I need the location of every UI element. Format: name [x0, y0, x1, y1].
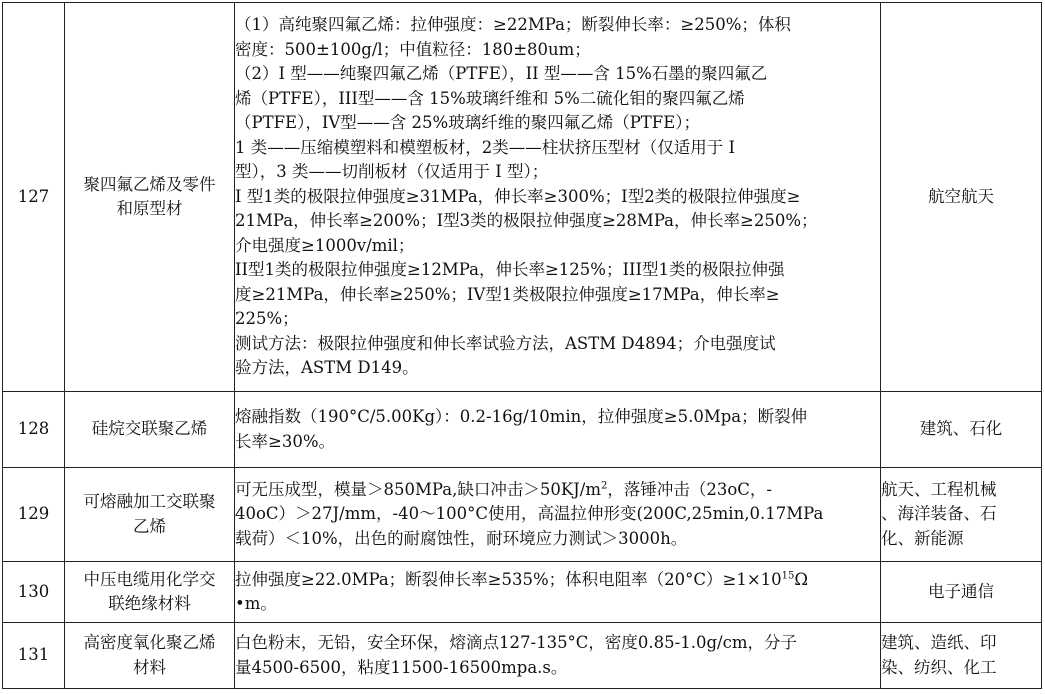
material-name: 中压电缆用化学交 联绝缘材料: [65, 562, 235, 623]
application-field: 建筑、石化: [881, 392, 1042, 468]
material-name: 聚四氟乙烯及零件 和原型材: [65, 3, 235, 392]
material-spec: 熔融指数（190°C/5.00Kg）：0.2-16g/10min，拉伸强度≥5.0Mpa；断裂伸 长率≥30%。: [235, 392, 881, 468]
application-field: 航天、工程机械 、海洋装备、石 化、新能源: [881, 468, 1042, 562]
table-row: [3, 468, 1042, 562]
row-number: 129: [3, 468, 65, 562]
material-name: 高密度氧化聚乙烯 材料: [65, 623, 235, 689]
application-field: 建筑、造纸、印 染、纺织、化工: [881, 623, 1042, 689]
material-spec: （1）高纯聚四氟乙烯：拉伸强度：≥22MPa；断裂伸长率：≥250%；体积 密度：500±100g/l；中值粒径：180±80um； （2）I 型——纯聚四氟乙烯（PTFE），II 型——含 15%石墨的聚四氟乙 烯（PTFE），III型——含 15%玻璃纤维和 5%二硫化钼的聚四氟乙烯 （PTFE），IV型——含 25%玻璃纤维的聚四氟乙烯（PTFE）； 1 类——压缩模塑料和模塑板材，2类——柱状挤压型材（仅适用于 I 型），3 类——切削板材（仅适用于 I 型）； I 型1类的极限拉伸强度≥31MPa，伸长率≥300%；I型2类的极限拉伸强度≥ 21MPa，伸长率≥200%；I型3类的极限拉伸强度≥28MPa，伸长率≥250%； 介电强度≥1000v/mil； II型1类的极限拉伸强度≥12MPa，伸长率≥125%；III型1类的极限拉伸强 度≥21MPa，伸长率≥250%；IV型1类极限拉伸强度≥17MPa，伸长率≥ 225%； 测试方法：极限拉伸强度和伸长率试验方法，ASTM D4894；介电强度试 验方法，ASTM D149。: [235, 3, 881, 392]
table-row: [3, 392, 1042, 468]
table-row: [3, 623, 1042, 689]
row-number: 131: [3, 623, 65, 689]
row-number: 127: [3, 3, 65, 392]
application-field: 电子通信: [881, 562, 1042, 623]
material-name: 可熔融加工交联聚 乙烯: [65, 468, 235, 562]
material-spec: 白色粉末，无铅，安全环保，熔滴点127-135°C，密度0.85-1.0g/cm，分子 量4500-6500，粘度11500-16500mpa.s。: [235, 623, 881, 689]
table-row: [3, 562, 1042, 623]
row-number: 128: [3, 392, 65, 468]
application-field: 航空航天: [881, 3, 1042, 392]
material-name: 硅烷交联聚乙烯: [65, 392, 235, 468]
materials-spec-table: [2, 2, 1042, 689]
material-spec: 拉伸强度≥22.0MPa；断裂伸长率≥535%；体积电阻率$(20^\circ C)\ge 1\times 10^{15}\Omega$ •m。: [235, 562, 881, 623]
table-row: [3, 3, 1042, 392]
material-spec: 可无压成型，模量＞850MPa,缺口冲击$>50KJ/m^2$，落锤冲击（23oC，- 40oC）＞27J/mm，-40～100°C使用，高温拉伸形变(200C,25min,0.17MPa 载荷）＜10%，出色的耐腐蚀性，耐环境应力测试＞3000h。: [235, 468, 881, 562]
row-number: 130: [3, 562, 65, 623]
